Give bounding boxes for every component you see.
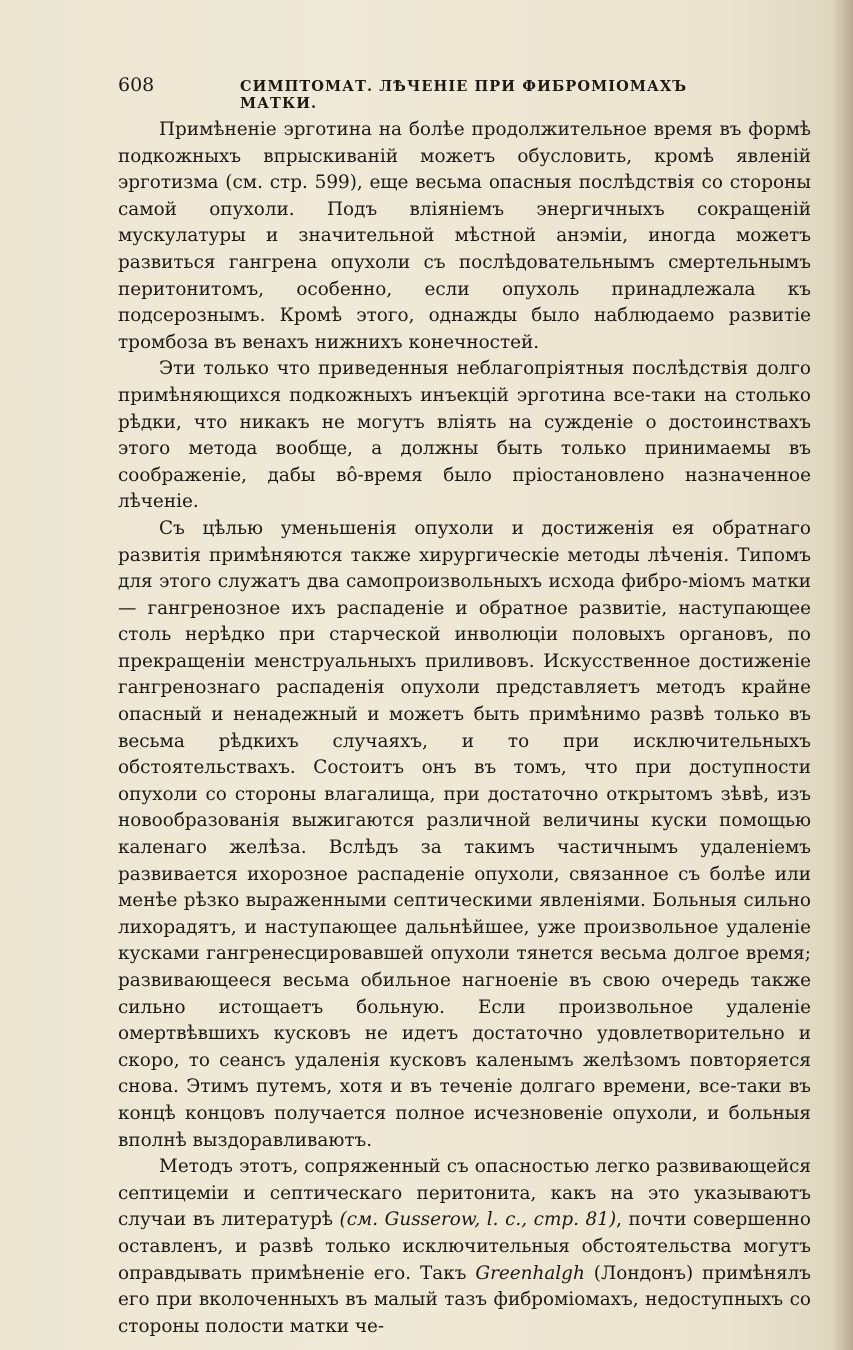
- page-number: 608: [118, 74, 155, 96]
- paragraph-text: , почти совершенно оставленъ, и развѣ только исключительныя обстоятельства могутъ оправдывать примѣненіе его. Такъ: [118, 1209, 811, 1284]
- body-text: [118, 117, 811, 1340]
- running-title: СИМПТОМАТ. ЛѢЧЕНІЕ ПРИ ФИБРОМІОМАХЪ МАТКИ.: [240, 78, 688, 112]
- paragraph-ergotin-effects: Примѣненіе эрготина на болѣе продолжительное время въ формѣ подкожныхъ впрыскиваній можетъ обусловить, кромѣ явленій эрготизма (см. стр. 599), еще весьма опасныя послѣдствія со стороны самой опухоли. Подъ вліяніемъ энергичныхъ сокращеній мускулатуры и значительной мѣстной анэміи, иногда можетъ развиться гангрена опухоли съ послѣдовательнымъ смертельнымъ перитонитомъ, особенно, если опухоль принадлежала къ подсерознымъ. Кромѣ этого, однажды было наблюдаемо развитіе тромбоза въ венахъ нижнихъ конечностей.: [118, 119, 811, 353]
- paragraph-rare-consequences: Эти только что приведенныя неблагопріятныя послѣдствія долго примѣняющихся подкожныхъ инъекцій эрготина все-таки на столько рѣдки, что никакъ не могутъ вліять на сужденіе о достоинствахъ этого метода вообще, а должны быть только принимаемы въ соображеніе, дабы вô-время было пріостановлено назначенное лѣченіе.: [118, 358, 811, 513]
- author-name: Greenhalgh: [475, 1262, 585, 1284]
- page-header: [118, 74, 738, 112]
- paragraph-text: Методъ этотъ, сопряженный съ опасностью легко развивающейся септицеміи и септическаго перитонита, какъ на это указываютъ случаи въ литературѣ: [118, 1156, 811, 1231]
- paragraph-method-abandoned: [118, 1154, 811, 1340]
- paragraph-surgical-methods: Съ цѣлью уменьшенія опухоли и достиженія ея обратнаго развитія примѣняются также хирургическіе методы лѣченія. Типомъ для этого служатъ два самопроизвольныхъ исхода фибро-міомъ матки — гангренозное ихъ распаденіе и обратное развитіе, наступающее столь нерѣдко при старческой инволюціи половыхъ органовъ, по прекращеніи менструальныхъ приливовъ. Искусственное достиженіе гангренознаго распаденія опухоли представляетъ методъ крайне опасный и ненадежный и можетъ быть примѣнимо развѣ только въ весьма рѣдкихъ случаяхъ, и то при исключительныхъ обстоятельствахъ. Состоитъ онъ въ томъ, что при доступности опухоли со стороны влагалища, при достаточно открытомъ зѣвѣ, изъ новообразованія выжигаются различной величины куски помощью каленаго желѣза. Вслѣдъ за такимъ частичнымъ удаленіемъ развивается ихорозное распаденіе опухоли, связанное съ болѣе или менѣе рѣзко выраженными септическими явленіями. Больныя сильно лихорадятъ, и наступающее дальнѣйшее, уже произвольное удаленіе кусками гангренесцировавшей опухоли тянется весьма долгое время; развивающееся весьма обильное нагноеніе въ свою очередь также сильно истощаетъ больную. Если произвольное удаленіе омертвѣвшихъ кусковъ не идетъ достаточно удовлетворительно и скоро, то сеансъ удаленія кусковъ каленымъ желѣзомъ повторяется снова. Этимъ путемъ, хотя и въ теченіе долгаго времени, все-таки въ концѣ концовъ получается полное исчезновеніе опухоли, и больныя вполнѣ выздоравливаютъ.: [118, 517, 811, 1151]
- citation: (см. Gusserow, l. c., стр. 81): [339, 1209, 617, 1231]
- paragraph-text: (Лондонъ) примѣнялъ его при вколоченныхъ въ малый тазъ фиброміомахъ, недоступныхъ со стороны полости матки че-: [118, 1262, 811, 1337]
